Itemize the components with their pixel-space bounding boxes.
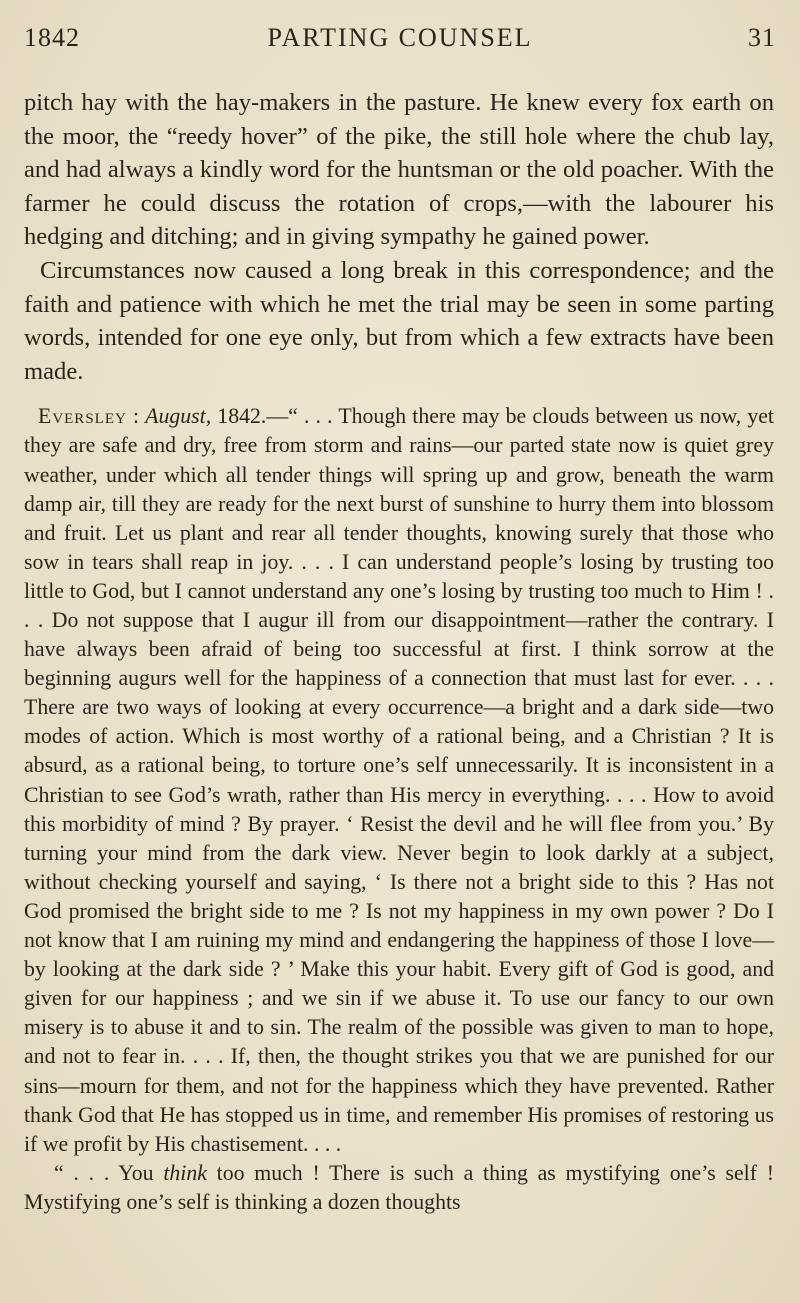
letter-excerpt [24, 402, 774, 1158]
header-year: 1842 [24, 23, 80, 52]
continuation-lead: “ . . . You [54, 1160, 164, 1185]
letter-separator: : [126, 404, 146, 429]
letter-place: Eversley [38, 404, 127, 429]
paragraph-correspondence: Circumstances now caused a long break in this correspondence; and the faith and patience with which he met the trial may be seen in some parting words, intended for one eye only, but from which a few extracts have been made. [24, 256, 774, 385]
continuation-body: too much ! There is such a thing as mystifying one’s self ! Mystifying one’s self is thinking a dozen thoughts [24, 1160, 774, 1214]
running-header [24, 18, 776, 58]
letter-body: 1842.—“ . . . Though there may be clouds between us now, yet they are safe and dry, free from storm and rains—our parted state now is quiet grey weather, under which all tender things will spring up and grow, beneath the warm damp air, till they are ready for the next burst of sunshine to hurry them into blossom and fruit. Let us plant and rear all tender thoughts, knowing surely that those who sow in tears shall reap in joy. . . . I can understand people’s losing by trusting too little to God, but I cannot understand any one’s losing by trusting too much to Him ! . . . Do not suppose that I augur ill from our disappointment—rather the contrary. I have always been afraid of being too successful at first. I think sorrow at the beginning augurs well for the happiness of a connection that must last for ever. . . . There are two ways of looking at every occurrence—a bright and a dark side—two modes of action. Which is most worthy of a rational being, and a Christian ? It is absurd, as a rational being, to torture one’s self unnecessarily. It is inconsistent in a Christian to see God’s wrath, rather than His mercy in everything. . . . How to avoid this morbidity of mind ? By prayer. ‘ Resist the devil and he will flee from you.’ By turning your mind from the dark view. Never begin to look darkly at a subject, without checking yourself and saying, ‘ Is there not a bright side to this ? Has not God promised the bright side to me ? Is not my happiness in my own power ? Do I not know that I am ruining my mind and endangering the happiness of those I love—by looking at the dark side ? ’ Make this your habit. Every gift of God is good, and given for our happiness ; and we sin if we abuse it. To use our fancy to our own misery is to abuse it and to sin. The realm of the possible was given to man to hope, and not to fear in. . . . If, then, the thought strikes you that we are punished for our sins—mourn for them, and not for the happiness which they have prevented. Rather thank God that He has stopped us in time, and remember His promises of restoring us if we profit by His chastisement. . . . [24, 404, 774, 1156]
letter-month: August, [145, 404, 212, 429]
header-title: PARTING COUNSEL [267, 23, 533, 52]
continuation-emphasis: think [163, 1160, 207, 1185]
paragraph-hay-makers: pitch hay with the hay-makers in the pasture. He knew every fox earth on the moor, the “reedy hover” of the pike, the still hole where the chub lay, and had always a kindly word for the huntsman or the old poacher. With the farmer he could discuss the rotation of crops,—with the labourer his hedging and ditching; and in giving sympathy he gained power. [24, 89, 774, 251]
page-number: 31 [748, 23, 776, 52]
letter-continuation [24, 1159, 774, 1217]
body-text [24, 86, 774, 1217]
